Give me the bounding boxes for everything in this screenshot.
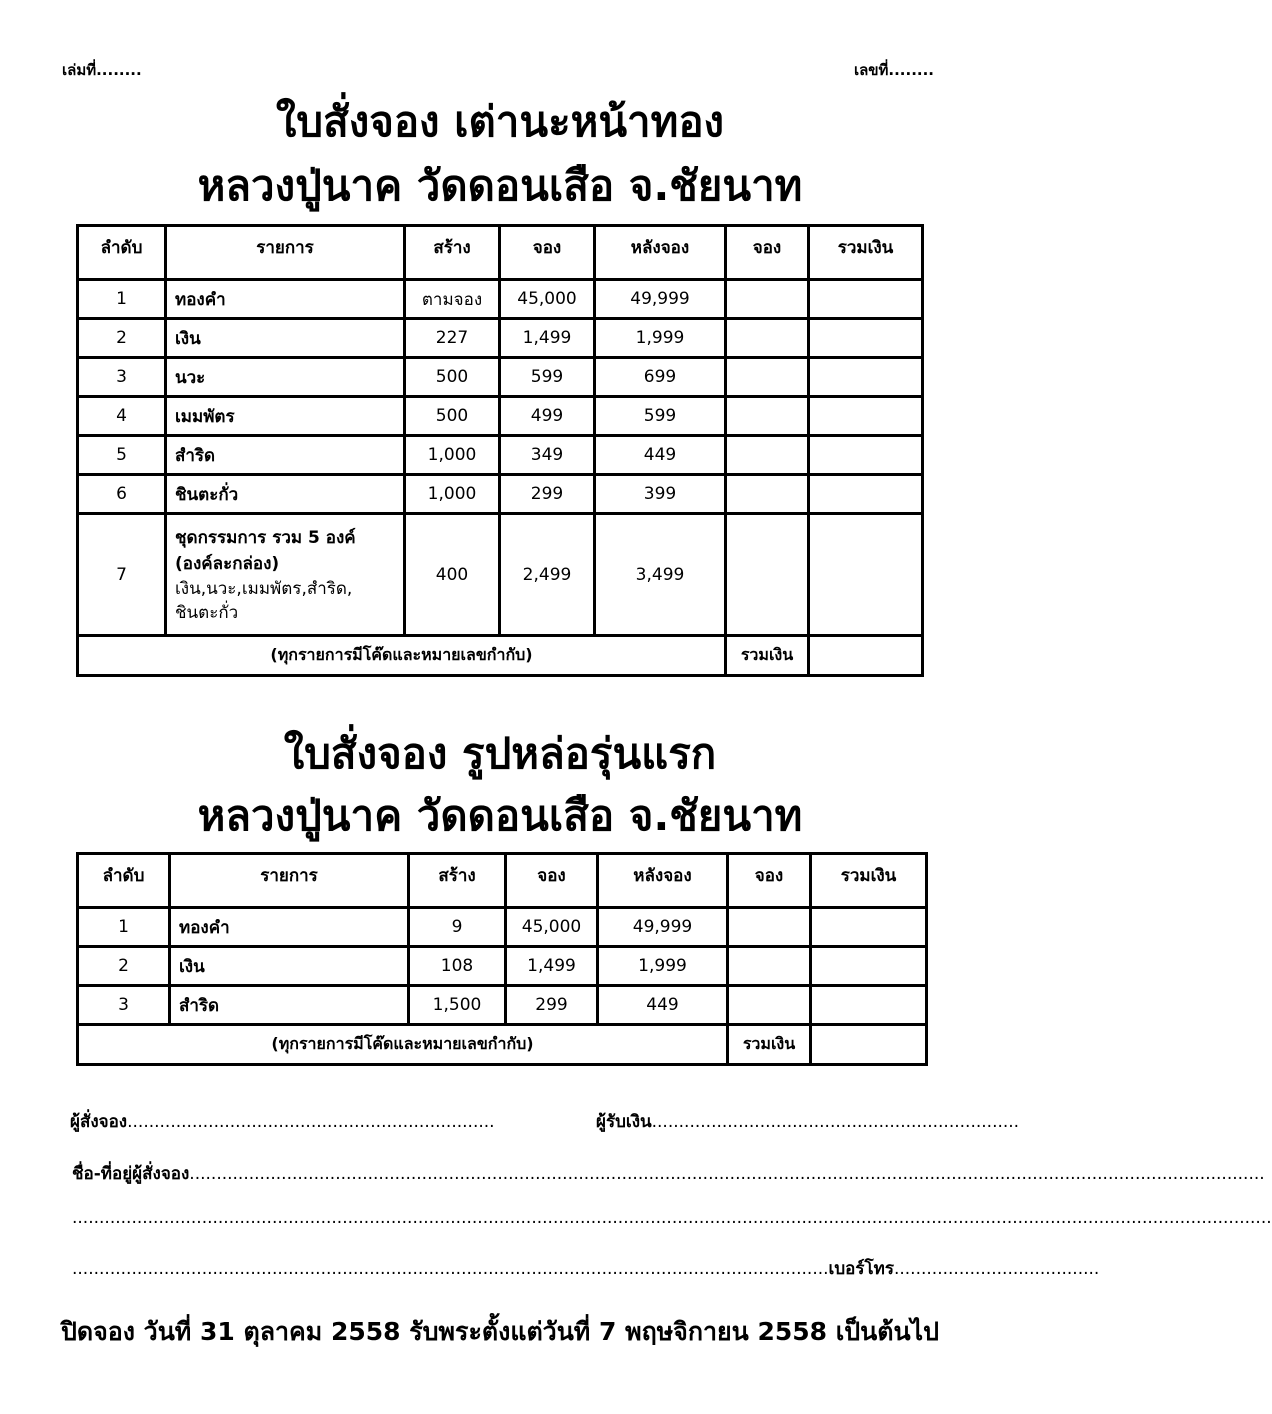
row-no: 1: [78, 280, 166, 319]
set-item-line1: ชุดกรรมการ รวม 5 องค์: [175, 527, 356, 548]
phone-label: เบอร์โทร: [828, 1259, 894, 1279]
row-total-cell[interactable]: [809, 319, 923, 358]
row-quantity-cell[interactable]: [728, 947, 811, 986]
row-item-set: [166, 514, 405, 636]
row-quantity-cell[interactable]: [726, 280, 809, 319]
row-no: 7: [78, 514, 166, 636]
table-row: [78, 986, 927, 1025]
closing-notice: ปิดจอง วันที่ 31 ตุลาคม 2558 รับพระตั้งแต่วันที่ 7 พฤษจิกายน 2558 เป็นต้นไป: [60, 1317, 939, 1346]
row-quantity-cell[interactable]: [726, 514, 809, 636]
row-made: ตามจอง: [405, 280, 500, 319]
column-header-made: สร้าง: [405, 226, 500, 280]
row-made: 1,000: [405, 475, 500, 514]
row-price: 2,499: [500, 514, 595, 636]
row-item: เมมพัตร: [166, 397, 405, 436]
row-no: 6: [78, 475, 166, 514]
row-item: ทองคำ: [170, 908, 409, 947]
row-quantity-cell[interactable]: [726, 436, 809, 475]
table-header-row: [78, 226, 923, 280]
row-made: 9: [409, 908, 506, 947]
row-item: เงิน: [170, 947, 409, 986]
set-item-line4: ชินตะกั่ว: [175, 602, 239, 623]
row-price: 349: [500, 436, 595, 475]
row-total-cell[interactable]: [809, 358, 923, 397]
column-header-price: จอง: [500, 226, 595, 280]
table-footer-row: [78, 1025, 927, 1065]
section2-title-line2: หลวงปู่นาค วัดดอนเสือ จ.ชัยนาท: [197, 791, 803, 840]
table-row: [78, 319, 923, 358]
row-quantity-cell[interactable]: [726, 358, 809, 397]
section2-title-line1: ใบสั่งจอง รูปหล่อรุ่นแรก: [283, 729, 717, 778]
row-no: 1: [78, 908, 170, 947]
section2-order-table: [76, 852, 928, 1066]
row-total-cell[interactable]: [811, 947, 927, 986]
row-price: 299: [506, 986, 598, 1025]
row-item: เงิน: [166, 319, 405, 358]
row-after-price: 599: [595, 397, 726, 436]
row-made: 1,500: [409, 986, 506, 1025]
row-item: สำริด: [166, 436, 405, 475]
footer-note: (ทุกรายการมีโค๊ดและหมายเลขกำกับ): [78, 1025, 728, 1065]
address-line3-phone[interactable]: ............................................................................................................................................เบอร์โทร......................................: [72, 1259, 1100, 1279]
table-row: [78, 947, 927, 986]
column-header-quantity: จอง: [728, 854, 811, 908]
row-price: 45,000: [500, 280, 595, 319]
row-total-cell[interactable]: [809, 397, 923, 436]
orderer-label: ผู้สั่งจอง: [70, 1112, 128, 1132]
column-header-item: รายการ: [166, 226, 405, 280]
row-made: 108: [409, 947, 506, 986]
row-no: 2: [78, 947, 170, 986]
footer-total-label: รวมเงิน: [726, 636, 809, 676]
row-after-price: 1,999: [595, 319, 726, 358]
row-price: 499: [500, 397, 595, 436]
row-price: 599: [500, 358, 595, 397]
footer-total-cell[interactable]: [809, 636, 923, 676]
footer-note: (ทุกรายการมีโค๊ดและหมายเลขกำกับ): [78, 636, 726, 676]
set-item-line2: (องค์ละกล่อง): [175, 553, 280, 574]
receiver-label: ผู้รับเงิน: [596, 1112, 652, 1132]
column-header-quantity: จอง: [726, 226, 809, 280]
row-no: 5: [78, 436, 166, 475]
table-row: [78, 358, 923, 397]
table-footer-row: [78, 636, 923, 676]
row-made: 227: [405, 319, 500, 358]
row-quantity-cell[interactable]: [726, 475, 809, 514]
row-after-price: 49,999: [595, 280, 726, 319]
row-quantity-cell[interactable]: [726, 397, 809, 436]
row-price: 1,499: [506, 947, 598, 986]
row-made: 400: [405, 514, 500, 636]
book-number: เล่มที่........: [62, 61, 142, 79]
row-after-price: 449: [598, 986, 728, 1025]
address-label: ชื่อ-ที่อยู่ผู้สั่งจอง: [72, 1164, 190, 1184]
table-row: [78, 908, 927, 947]
row-after-price: 699: [595, 358, 726, 397]
row-quantity-cell[interactable]: [728, 908, 811, 947]
row-total-cell[interactable]: [809, 280, 923, 319]
row-price: 1,499: [500, 319, 595, 358]
column-header-after-price: หลังจอง: [598, 854, 728, 908]
row-after-price: 1,999: [598, 947, 728, 986]
section1-title-line1: ใบสั่งจอง เต่านะหน้าทอง: [275, 97, 725, 146]
column-header-item: รายการ: [170, 854, 409, 908]
table-row: [78, 436, 923, 475]
row-total-cell[interactable]: [811, 908, 927, 947]
row-no: 3: [78, 358, 166, 397]
table-header-row: [78, 854, 927, 908]
row-after-price: 399: [595, 475, 726, 514]
row-item: ทองคำ: [166, 280, 405, 319]
row-item: สำริด: [170, 986, 409, 1025]
document-number: เลขที่........: [853, 61, 934, 79]
row-made: 500: [405, 358, 500, 397]
row-total-cell[interactable]: [809, 436, 923, 475]
table-row: [78, 475, 923, 514]
row-total-cell[interactable]: [811, 986, 927, 1025]
row-total-cell[interactable]: [809, 475, 923, 514]
row-made: 1,000: [405, 436, 500, 475]
row-no: 3: [78, 986, 170, 1025]
column-header-total: รวมเงิน: [811, 854, 927, 908]
row-price: 45,000: [506, 908, 598, 947]
address-field[interactable]: ชื่อ-ที่อยู่ผู้สั่งจอง.......................................................................................................................................................................................................: [72, 1164, 1265, 1184]
set-item-line3: เงิน,นวะ,เมมพัตร,สำริด,: [175, 578, 353, 599]
row-quantity-cell[interactable]: [726, 319, 809, 358]
column-header-no: ลำดับ: [78, 854, 170, 908]
footer-total-label: รวมเงิน: [728, 1025, 811, 1065]
row-no: 2: [78, 319, 166, 358]
column-header-no: ลำดับ: [78, 226, 166, 280]
column-header-after-price: หลังจอง: [595, 226, 726, 280]
column-header-price: จอง: [506, 854, 598, 908]
table-row: [78, 397, 923, 436]
table-row: [78, 280, 923, 319]
address-line2[interactable]: ..............................................................................................................................................................................................................................: [72, 1208, 1272, 1228]
section1-order-table: [76, 224, 924, 677]
footer-total-cell[interactable]: [811, 1025, 927, 1065]
column-header-made: สร้าง: [409, 854, 506, 908]
table-row-set: [78, 514, 923, 636]
row-after-price: 49,999: [598, 908, 728, 947]
row-no: 4: [78, 397, 166, 436]
receiver-field[interactable]: ผู้รับเงิน....................................................................: [596, 1112, 1020, 1132]
row-item: ชินตะกั่ว: [166, 475, 405, 514]
row-total-cell[interactable]: [809, 514, 923, 636]
row-item: นวะ: [166, 358, 405, 397]
row-made: 500: [405, 397, 500, 436]
row-quantity-cell[interactable]: [728, 986, 811, 1025]
orderer-field[interactable]: ผู้สั่งจอง....................................................................: [70, 1112, 495, 1132]
row-price: 299: [500, 475, 595, 514]
section1-title-line2: หลวงปู่นาค วัดดอนเสือ จ.ชัยนาท: [197, 161, 803, 210]
row-after-price: 3,499: [595, 514, 726, 636]
row-after-price: 449: [595, 436, 726, 475]
column-header-total: รวมเงิน: [809, 226, 923, 280]
